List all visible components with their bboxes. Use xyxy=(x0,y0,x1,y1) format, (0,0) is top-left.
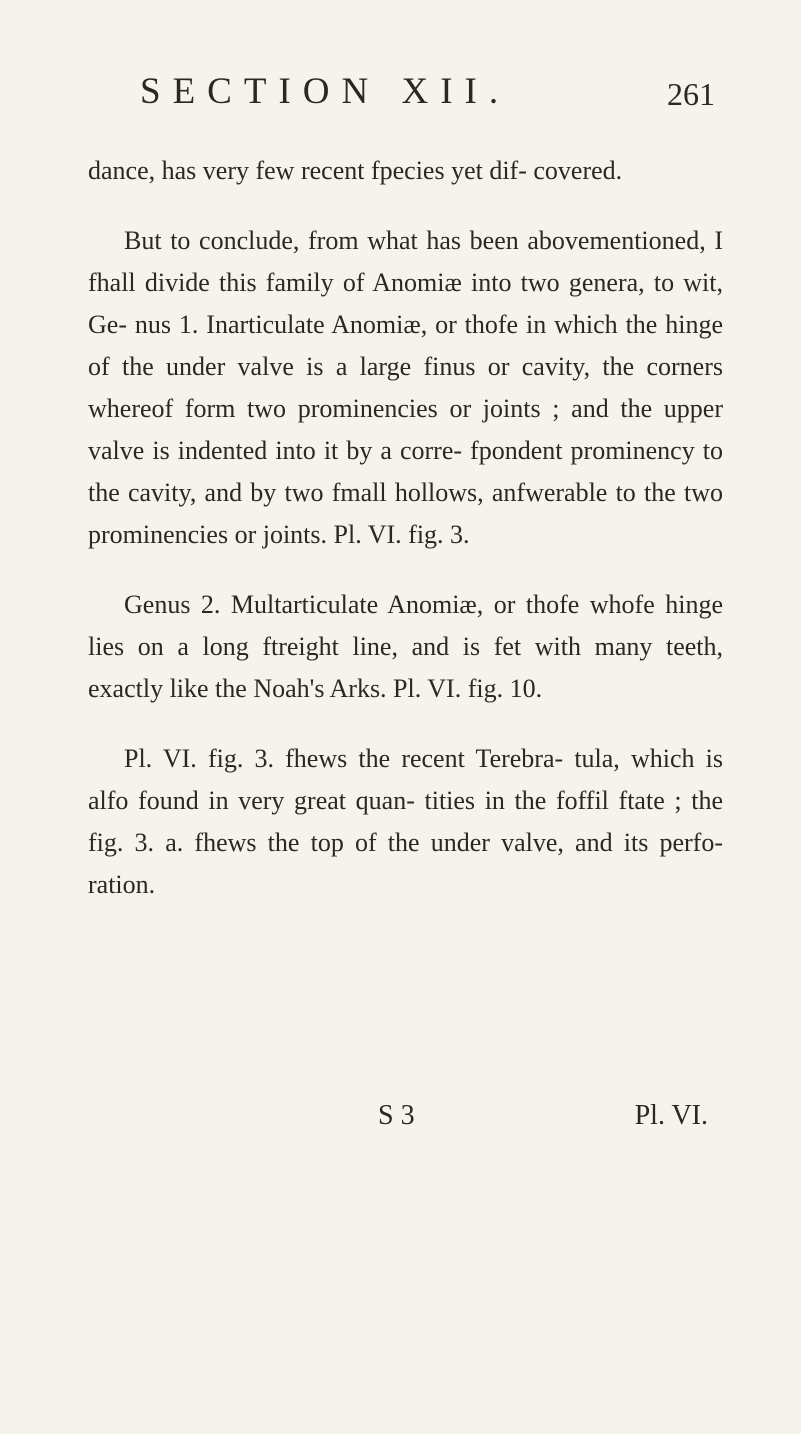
paragraph-conclusion: But to conclude, from what has been abovementioned, I fhall divide this family of Anomiæ into two genera, to wit, Ge- nus 1. Inarticulate Anomiæ, or thofe in which the hinge of the under valve is a large finus or cavity, the corners whereof form two prominencies or joints ; and the upper valve is indented into it by a corre- fpondent prominency to the cavity, and by two fmall hollows, anfwerable to the two prominencies or joints. Pl. VI. fig. 3. xyxy=(88,226,723,549)
paragraph-genus-2: Genus 2. Multarticulate Anomiæ, or thofe whofe hinge lies on a long ftreight line, and is fet with many teeth, exactly like the Noah's Arks. Pl. VI. fig. 10. xyxy=(88,590,723,703)
running-header xyxy=(0,60,801,120)
signature-mark: S 3 xyxy=(378,1100,415,1131)
body-text xyxy=(88,150,723,934)
paragraph-continuation: dance, has very few recent fpecies yet dif- covered. xyxy=(88,156,623,185)
catchword: Pl. VI. xyxy=(634,1100,708,1131)
section-title: SECTION XII. xyxy=(140,71,511,112)
page-number: 261 xyxy=(667,76,715,112)
page-footer xyxy=(88,1100,708,1140)
paragraph-plate-description: Pl. VI. fig. 3. fhews the recent Terebra- tula, which is alfo found in very great quan- tities in the foffil ftate ; the fig. 3. a. fhews the top of the under valve, and its perfo- ration. xyxy=(88,744,723,899)
